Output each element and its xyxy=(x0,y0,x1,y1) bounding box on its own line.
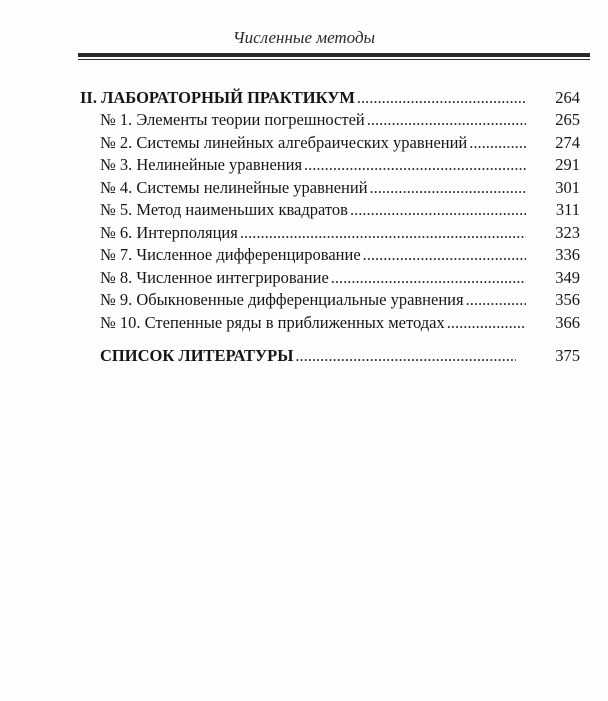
toc-entry-label: № 8. Численное интегрирование xyxy=(100,268,329,287)
toc-entry-label: № 5. Метод наименьших квадратов xyxy=(100,200,348,219)
toc-entry-label: II. ЛАБОРАТОРНЫЙ ПРАКТИКУМ xyxy=(80,88,355,107)
toc-entry-label: № 2. Системы линейных алгебраических уравнений xyxy=(100,133,468,152)
toc-entry-10 xyxy=(100,313,526,333)
toc-entry-page: 291 xyxy=(555,155,580,174)
toc-entry-6 xyxy=(100,223,526,243)
toc-entry-page: 323 xyxy=(555,223,580,242)
dot-leader xyxy=(357,88,526,108)
toc-entry-1 xyxy=(100,110,526,130)
toc-entry-label: № 3. Нелинейные уравнения xyxy=(100,155,303,174)
toc-entry-page: 336 xyxy=(555,245,580,264)
header-rule-thick xyxy=(78,53,590,57)
dot-leader xyxy=(240,223,526,243)
toc-entry-7 xyxy=(100,245,526,265)
toc-entry-8 xyxy=(100,268,526,288)
toc-entry-page: 311 xyxy=(555,200,580,219)
toc-entry-page: 264 xyxy=(555,88,580,107)
toc-entry-label: № 4. Системы нелинейные уравнений xyxy=(100,178,368,197)
toc-entry-page: 366 xyxy=(555,313,580,332)
dot-leader xyxy=(295,346,516,366)
toc-entry-page: 301 xyxy=(555,178,580,197)
toc-entry-label: № 6. Интерполяция xyxy=(100,223,238,242)
header-rule-thin xyxy=(78,59,590,60)
dot-leader xyxy=(469,133,526,153)
toc-entry-label: № 9. Обыкновенные дифференциальные уравнения xyxy=(100,290,464,309)
dot-leader xyxy=(370,178,526,198)
toc-entry-label: СПИСОК ЛИТЕРАТУРЫ xyxy=(100,346,294,365)
dot-leader xyxy=(331,268,526,288)
toc-entry-9 xyxy=(100,290,526,310)
toc-entry-page: 265 xyxy=(555,110,580,129)
toc-entry-label: № 10. Степенные ряды в приближенных методах xyxy=(100,313,445,332)
dot-leader xyxy=(447,313,526,333)
dot-leader xyxy=(363,245,526,265)
dot-leader xyxy=(466,290,526,310)
toc-entry-page: 274 xyxy=(555,133,580,152)
dot-leader xyxy=(350,200,526,220)
running-header: Численные методы xyxy=(232,28,376,47)
toc-entry-2 xyxy=(100,133,526,153)
dot-leader xyxy=(367,110,526,130)
toc-entry-5 xyxy=(100,200,526,220)
toc-entry-label: № 1. Элементы теории погрешностей xyxy=(100,110,365,129)
toc-entry-page: 356 xyxy=(555,290,580,309)
toc-entry-page: 349 xyxy=(555,268,580,287)
toc-entry-3 xyxy=(100,155,526,175)
toc-entry-practicum xyxy=(80,88,526,108)
toc-entry-label: № 7. Численное дифференцирование xyxy=(100,245,361,264)
dot-leader xyxy=(304,155,526,175)
toc-entry-4 xyxy=(100,178,526,198)
toc-entry-references xyxy=(100,346,516,366)
toc-entry-page: 375 xyxy=(555,346,580,365)
